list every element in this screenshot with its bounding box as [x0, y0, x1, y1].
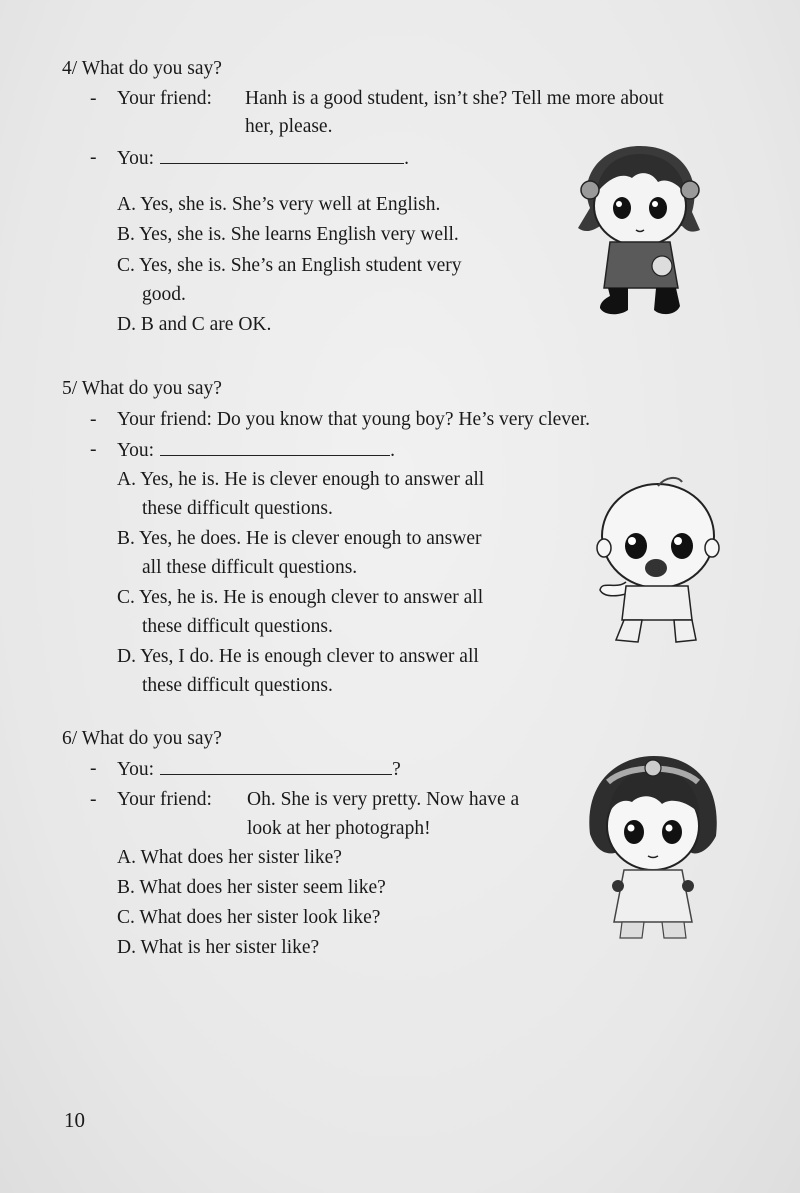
option-b: B. What does her sister seem like? — [117, 877, 386, 898]
option-d: D. B and C are OK. — [117, 314, 272, 335]
girl-with-headband-illustration — [578, 752, 728, 952]
friend-label: Your friend: — [117, 789, 212, 810]
dash-bullet: - — [90, 758, 97, 779]
you-line: You: ? — [117, 759, 401, 780]
answer-blank — [160, 757, 392, 775]
option-b: B. Yes, she is. She learns English very well. — [117, 224, 459, 245]
girl-with-bows-illustration — [560, 138, 720, 323]
option-d: D. Yes, I do. He is enough clever to answer all — [117, 646, 479, 667]
dash-bullet: - — [90, 88, 97, 109]
dash-bullet: - — [90, 409, 97, 430]
question-heading: 6/ What do you say? — [62, 728, 222, 749]
page-number: 10 — [64, 1108, 85, 1132]
dash-bullet: - — [90, 147, 97, 168]
option-c: C. Yes, he is. He is enough clever to answer all — [117, 587, 484, 608]
option-a: A. Yes, he is. He is clever enough to answer all — [117, 469, 485, 490]
friend-line: her, please. — [245, 116, 333, 137]
option-a-continued: these difficult questions. — [142, 498, 333, 519]
friend-line: look at her photograph! — [247, 818, 431, 839]
friend-line: Your friend: Do you know that young boy? He’s very clever. — [117, 409, 590, 430]
friend-line: Hanh is a good student, isn’t she? Tell me more about — [245, 88, 664, 109]
option-b: B. Yes, he does. He is clever enough to answer — [117, 528, 482, 549]
you-line: You: . — [117, 148, 409, 169]
option-c: C. What does her sister look like? — [117, 907, 381, 928]
option-c: C. Yes, she is. She’s an English student very — [117, 255, 462, 276]
option-b-continued: all these difficult questions. — [142, 557, 358, 578]
you-line: You: . — [117, 440, 395, 461]
option-c-continued: good. — [142, 284, 186, 305]
question-heading: 5/ What do you say? — [62, 378, 222, 399]
friend-label: Your friend: — [117, 88, 212, 109]
friend-line: Oh. She is very pretty. Now have a — [247, 789, 520, 810]
option-d: D. What is her sister like? — [117, 937, 320, 958]
option-d-continued: these difficult questions. — [142, 675, 333, 696]
question-heading: 4/ What do you say? — [62, 58, 222, 79]
baby-boy-illustration — [596, 470, 726, 650]
option-a: A. Yes, she is. She’s very well at English. — [117, 194, 441, 215]
option-a: A. What does her sister like? — [117, 847, 342, 868]
answer-blank — [160, 438, 390, 456]
dash-bullet: - — [90, 789, 97, 810]
dash-bullet: - — [90, 439, 97, 460]
option-c-continued: these difficult questions. — [142, 616, 333, 637]
answer-blank — [160, 146, 404, 164]
